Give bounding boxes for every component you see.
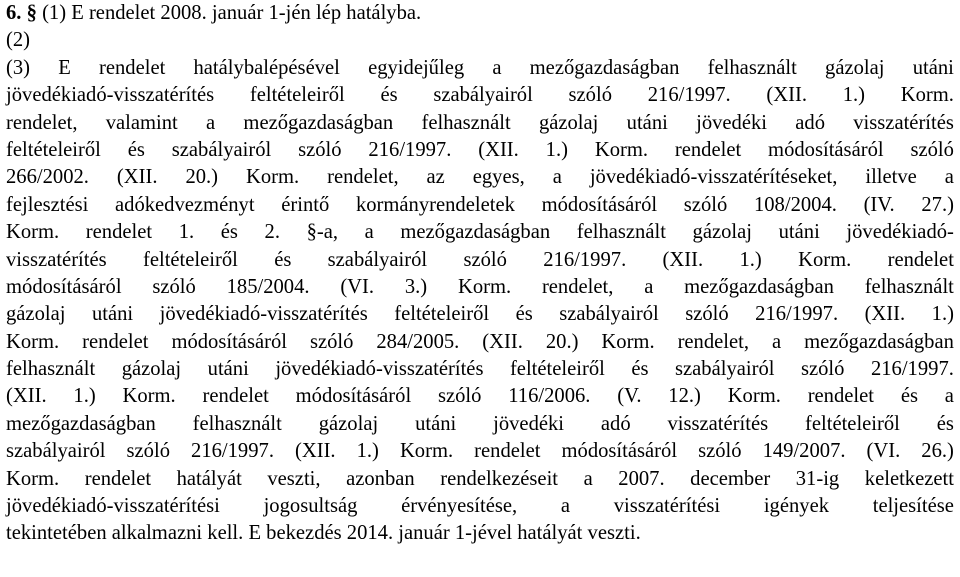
paragraph-3-line: felhasznált gázolaj utáni jövedékiadó-visszatérítés feltételeiről és szabályairól szóló 216/1997. bbox=[6, 358, 954, 381]
section-number: 6. bbox=[6, 2, 22, 24]
paragraph-3-line: Korm. rendelet hatályát veszti, azonban rendelkezéseit a 2007. december 31-ig keletkezett bbox=[6, 467, 954, 490]
paragraph-3-line: fejlesztési adókedvezményt érintő kormányrendeletek módosításáról szóló 108/2004. (IV. 27.) bbox=[6, 193, 954, 216]
paragraph-3-line: módosításáról szóló 185/2004. (VI. 3.) Korm. rendelet, a mezőgazdaságban felhasznált bbox=[6, 275, 954, 298]
paragraph-3-line: 266/2002. (XII. 20.) Korm. rendelet, az egyes, a jövedékiadó-visszatérítéseket, illetve a bbox=[6, 166, 954, 189]
paragraph-3-line: visszatérítés feltételeiről és szabályairól szóló 216/1997. (XII. 1.) Korm. rendelet bbox=[6, 248, 954, 271]
paragraph-3-line: szabályairól szóló 216/1997. (XII. 1.) Korm. rendelet módosításáról szóló 149/2007. (VI. 26.) bbox=[6, 440, 954, 463]
paragraph-3-line: gázolaj utáni jövedékiadó-visszatérítés feltételeiről és szabályairól szóló 216/1997. (XII. 1.) bbox=[6, 303, 954, 326]
paragraph-3-line: Korm. rendelet 1. és 2. §-a, a mezőgazdaságban felhasznált gázolaj utáni jövedékiadó- bbox=[6, 221, 954, 244]
section-heading bbox=[6, 0, 954, 27]
document-body bbox=[6, 0, 954, 548]
paragraph-3-line: jövedékiadó-visszatérítési jogosultság érvényesítése, a visszatérítési igények teljesítése bbox=[6, 495, 954, 518]
paragraph-3 bbox=[6, 55, 954, 548]
paragraph-1: (1) E rendelet 2008. január 1-jén lép hatályba. bbox=[42, 2, 422, 24]
section-sign: § bbox=[26, 2, 37, 24]
paragraph-3-line: (3) E rendelet hatálybalépésével egyidejűleg a mezőgazdaságban felhasznált gázolaj utáni bbox=[6, 56, 954, 79]
paragraph-3-line: Korm. rendelet módosításáról szóló 284/2005. (XII. 20.) Korm. rendelet, a mezőgazdaságban bbox=[6, 330, 954, 353]
paragraph-2: (2) bbox=[6, 29, 31, 52]
paragraph-3-line: jövedékiadó-visszatérítés feltételeiről és szabályairól szóló 216/1997. (XII. 1.) Korm. bbox=[6, 84, 954, 107]
paragraph-3-line: mezőgazdaságban felhasznált gázolaj utáni jövedéki adó visszatérítés feltételeiről és bbox=[6, 412, 954, 435]
paragraph-3-line: rendelet, valamint a mezőgazdaságban felhasznált gázolaj utáni jövedéki adó visszatérítés bbox=[6, 111, 954, 134]
paragraph-3-line: tekintetében alkalmazni kell. E bekezdés 2014. január 1-jével hatályát veszti. bbox=[6, 522, 641, 545]
paragraph-3-line: feltételeiről és szabályairól szóló 216/1997. (XII. 1.) Korm. rendelet módosításáról szóló bbox=[6, 138, 954, 161]
paragraph-3-line: (XII. 1.) Korm. rendelet módosításáról szóló 116/2006. (V. 12.) Korm. rendelet és a bbox=[6, 385, 954, 408]
